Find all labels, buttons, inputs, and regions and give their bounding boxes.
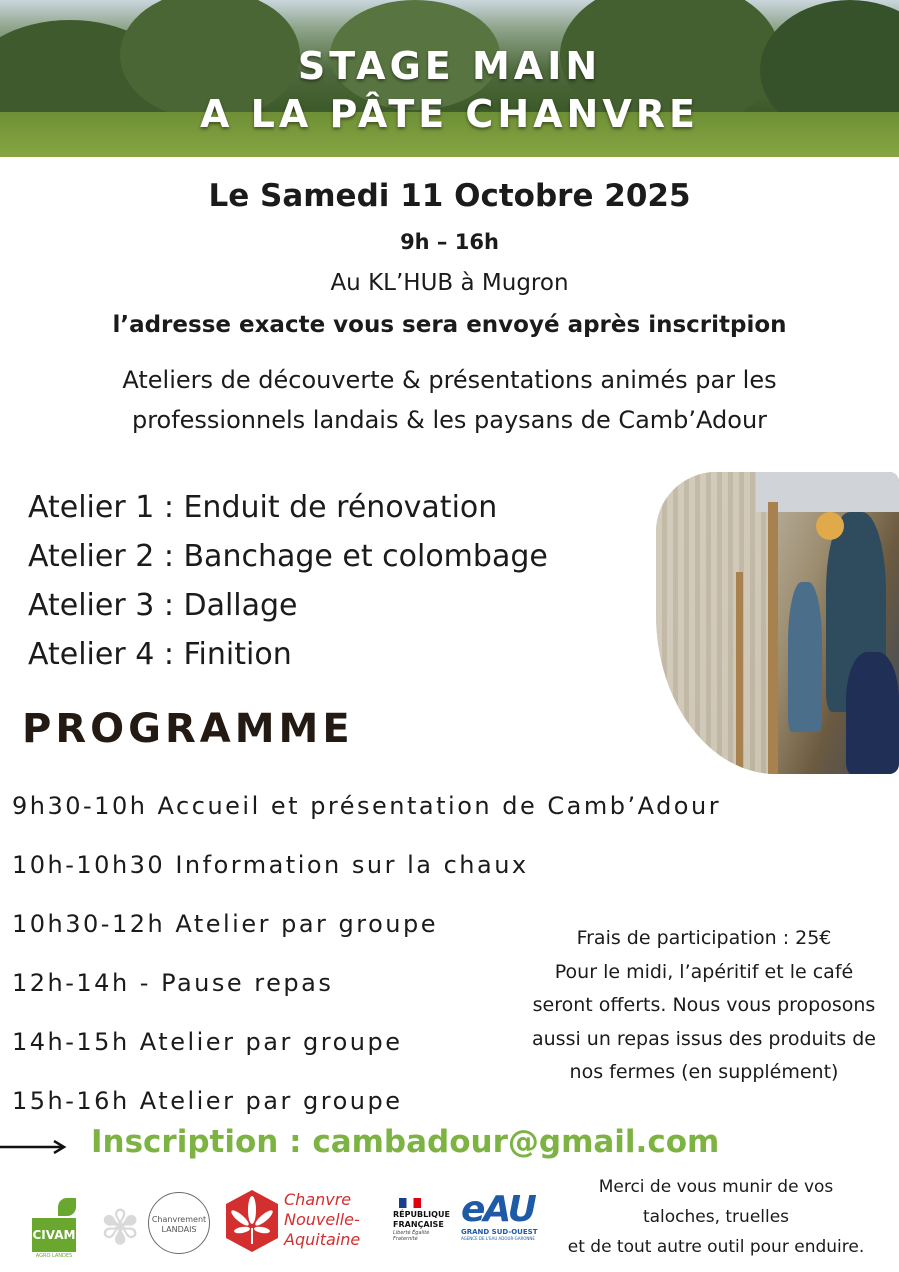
agence-eau-logo: eAU GRAND SUD-OUEST AGENCE DE L'EAU ADOUR-GARONNE	[461, 1189, 538, 1241]
inscription-email[interactable]: Inscription : cambadour@gmail.com	[91, 1124, 720, 1160]
chanvrement-landais-logo: Chanvrement LANDAIS	[148, 1192, 210, 1254]
flag-icon	[399, 1198, 421, 1208]
hemp-wall	[656, 472, 776, 774]
tools-note	[540, 1172, 892, 1262]
header-banner	[0, 0, 899, 157]
address-note: l’adresse exacte vous sera envoyé après inscritpion	[112, 312, 787, 338]
wood-post	[736, 572, 743, 774]
title-line-2: A LA PÂTE CHANVRE	[200, 92, 699, 136]
event-date: Le Samedi 11 Octobre 2025	[208, 178, 691, 214]
event-hours: 9h – 16h	[400, 230, 499, 254]
republique-francaise-logo: RÉPUBLIQUE FRANÇAISE Liberté Égalité Fraternité	[393, 1198, 453, 1242]
fees-line: aussi un repas issus des produits de	[532, 1027, 876, 1050]
ateliers-list	[28, 486, 548, 682]
civam-logo: CIVAM AGRO LANDES	[32, 1198, 76, 1258]
description-line: Ateliers de découverte & présentations animés par les	[122, 366, 777, 394]
tools-line: Merci de vous munir de vos	[598, 1177, 834, 1197]
workshop-photo	[656, 472, 899, 774]
atelier-item: Atelier 3 : Dallage	[28, 588, 298, 623]
fees-info	[508, 922, 899, 1090]
schedule-item: 12h-14h - Pause repas	[12, 969, 334, 997]
fees-line: Frais de participation : 25€	[576, 927, 832, 949]
arrow-right-icon	[0, 1140, 68, 1154]
atelier-item: Atelier 1 : Enduit de rénovation	[28, 490, 498, 525]
wood-post	[768, 502, 778, 774]
partner-logos	[0, 1180, 560, 1272]
fees-line: seront offerts. Nous vous proposons	[532, 994, 876, 1016]
person	[846, 652, 899, 774]
chanvre-nouvelle-aquitaine-logo: Chanvre Nouvelle- Aquitaine	[284, 1190, 361, 1249]
leaf-icon	[58, 1198, 76, 1216]
description-line: professionnels landais & les paysans de Camb’Adour	[131, 406, 768, 434]
fees-line: nos fermes (en supplément)	[569, 1061, 839, 1083]
atelier-item: Atelier 4 : Finition	[28, 637, 292, 672]
event-description	[0, 360, 899, 440]
hemp-leaf-icon	[222, 1188, 282, 1254]
schedule-item: 10h-10h30 Information sur la chaux	[12, 851, 529, 879]
person-head	[816, 512, 844, 540]
schedule-item: 15h-16h Atelier par groupe	[12, 1087, 403, 1115]
hemp-leaf-icon: ✾	[100, 1200, 141, 1256]
fees-line: Pour le midi, l’apéritif et le café	[554, 960, 854, 983]
tools-line: et de tout autre outil pour enduire.	[567, 1237, 865, 1257]
tools-line: taloches, truelles	[642, 1207, 790, 1227]
schedule-item: 9h30-10h Accueil et présentation de Camb’Adour	[12, 792, 722, 820]
atelier-item: Atelier 2 : Banchage et colombage	[28, 539, 548, 574]
schedule-item: 10h30-12h Atelier par groupe	[12, 910, 439, 938]
event-place: Au KL’HUB à Mugron	[330, 270, 569, 296]
title-line-1: STAGE MAIN	[297, 44, 602, 88]
programme-title: PROGRAMME	[22, 706, 354, 752]
person	[788, 582, 822, 732]
schedule-item: 14h-15h Atelier par groupe	[12, 1028, 403, 1056]
